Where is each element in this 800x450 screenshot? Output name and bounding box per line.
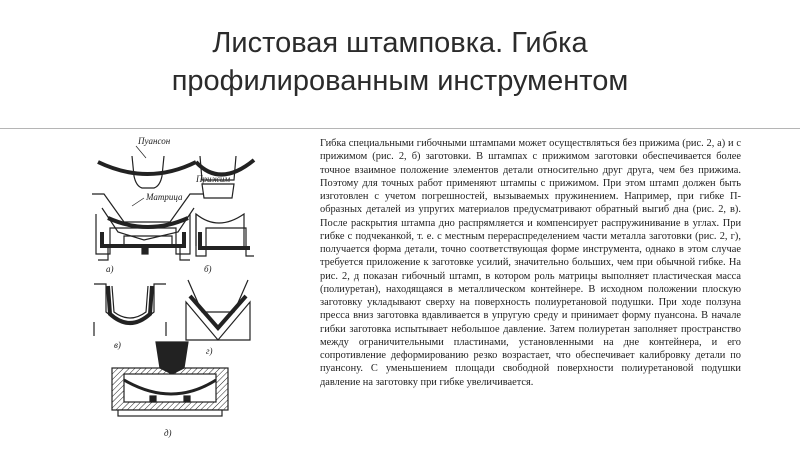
label-g: г)	[206, 346, 213, 356]
die-b-with-clamp	[196, 156, 254, 246]
punch-g	[188, 280, 248, 312]
slide-title	[0, 24, 800, 100]
label-d: д)	[164, 428, 172, 438]
blank-a	[98, 162, 196, 174]
label-v: в)	[114, 340, 121, 350]
matrix-v	[94, 284, 166, 322]
ejector-a	[142, 248, 148, 254]
label-b: б)	[204, 264, 212, 274]
punch-v	[112, 286, 148, 318]
body-paragraph: Гибка специальными гибочными штампами может осуществляться без прижима (рис. 2, а) и с прижимом (рис. 2, б) заготовки. В штампах с прижимом заготовки обеспечивается более точное взаимное положение элементов детали относительно друг друга, чем без прижима. Поэтому для точных работ применяют штампы с прижимом. При этом штамп должен быть изготовлен с учетом погрешностей, вызываемых пружинением. Например, при гибке П-образных деталей из упругих материалов предусматривают обратный выгиб дна (рис. 2, в). После раскрытия штампа дно распрямляется и компенсирует распружинивание в углах. При гибке с подчеканкой, т. е. с местным перераспределением части металла заготовки (рис. 2, г), получается форма детали, точно соответствующая форме инструмента, однако в этом случае требуется приложение к заготовке усилий, значительно больших, чем при обычной гибке. На рис. 2, д показан гибочный штамп, в котором роль матрицы выполняет пластическая масса (полиуретан), находящаяся в металлическом контейнере. В исходном положении плоскую заготовку укладывают сверху на поверхность полиуретановой подушки. При ходе ползуна пресса вниз заготовка вдавливается в упругую среду и принимает форму пуансона. В начале гибки заготовка испытывает небольшое давление. Затем полиуретан заполняет пространство между ограничительными пластинами, установленными на дне контейнера, и его сопротивление деформированию резко возрастает, что обеспечивает калибровку детали по пуансону. С уменьшением площади свободной поверхности полиуретановой подушки давление на заготовку при гибке увеличивается.	[320, 138, 741, 388]
matrix-a-body	[102, 208, 194, 240]
title-divider	[0, 128, 800, 129]
bending-dies-figure	[84, 136, 256, 448]
title-line-1: Листовая штамповка. Гибка	[212, 27, 588, 59]
label-clamp: Прижим	[196, 174, 231, 184]
die-v-reverse-bend	[94, 284, 166, 336]
blank-b	[196, 160, 254, 175]
matrix-g	[186, 302, 250, 340]
matrix-b	[196, 214, 244, 246]
leader-die	[132, 198, 144, 206]
limit-plate-right	[184, 396, 190, 402]
label-punch: Пуансон	[138, 136, 171, 146]
die-g-coining	[186, 280, 250, 340]
label-die: Матрица	[146, 192, 183, 202]
title-line-2: профилированным инструментом	[171, 65, 629, 97]
clamp-b	[202, 184, 234, 198]
label-a: а)	[106, 264, 114, 274]
leader-punch	[136, 146, 146, 158]
u-blank-b	[200, 232, 250, 248]
container-base	[118, 410, 222, 416]
limit-plate-left	[150, 396, 156, 402]
